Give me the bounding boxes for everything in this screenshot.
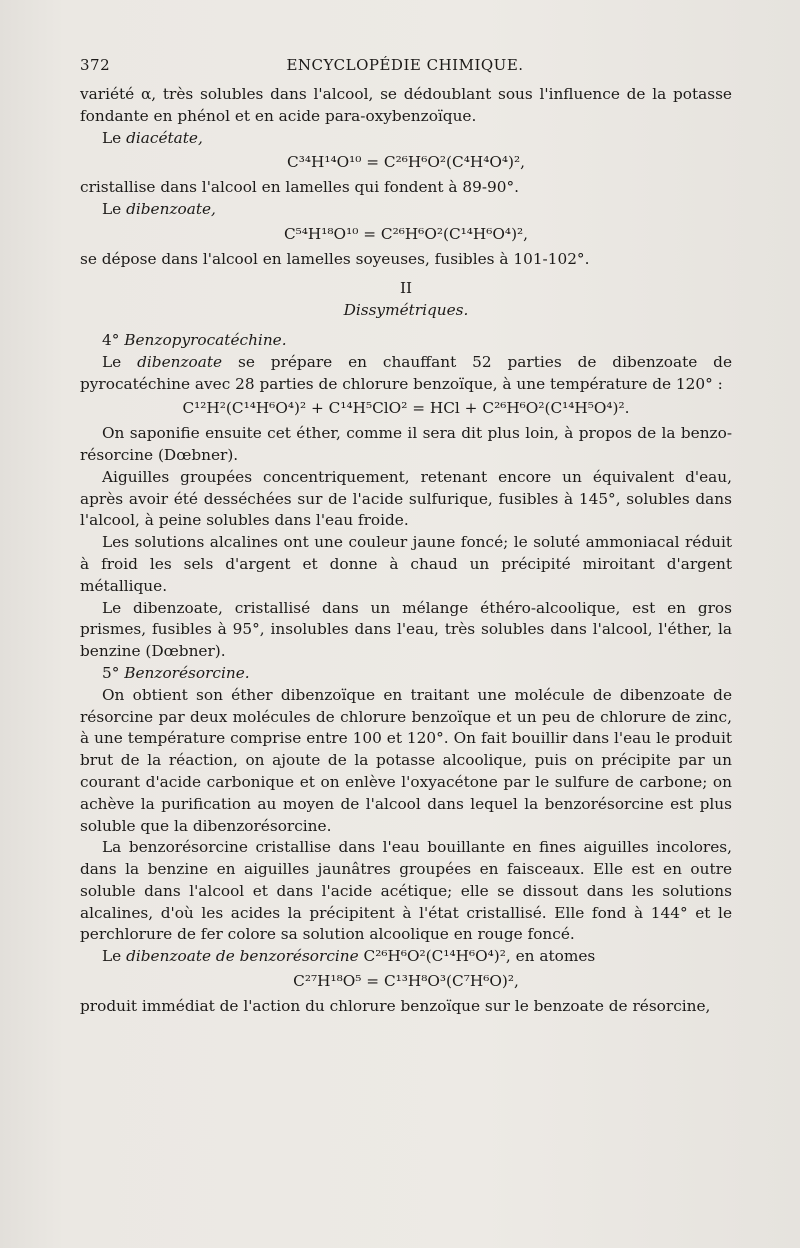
- paragraph: [80, 946, 732, 968]
- paragraph: Le dibenzoate, cristallisé dans un mélange éthéro-alcoolique, est en gros prismes, fusibles à 95°, insolubles dans l'eau, très solubles dans l'alcool, l'éther, la benzine (Dœbner).: [80, 598, 732, 661]
- section-number: II: [399, 279, 413, 298]
- paragraph: La benzorésorcine cristallise dans l'eau bouillante en fines aiguilles incolores, dans la benzine en aiguilles jaunâtres groupées en faisceaux. Elle est en outre soluble dans l'alcool et dans l'acide acétique; elle se dissout dans les solutions alcalines, d'où les acides la précipitent à l'état cristallisé. Elle fond à 144° et le perchlorure de fer colore sa solution alcoolique en rouge foncé.: [80, 838, 732, 944]
- formula: C⁵⁴H¹⁸O¹⁰ = C²⁶H⁶O²(C¹⁴H⁶O⁴)²,: [283, 224, 529, 243]
- page-body: [80, 84, 732, 1018]
- page-number: 372: [80, 56, 111, 74]
- paragraph: [80, 199, 732, 221]
- emphasis: dibenzoate,: [126, 199, 216, 218]
- paragraph: [80, 352, 732, 396]
- text: Le: [102, 199, 127, 218]
- text: Le: [102, 128, 127, 147]
- paragraph: cristallise dans l'alcool en lamelles qui fondent à 89-90°.: [80, 178, 519, 197]
- formula: C²⁷H¹⁸O⁵ = C¹³H⁸O³(C⁷H⁶O)²,: [293, 972, 519, 991]
- subheading-number: 4°: [102, 330, 125, 349]
- subheading-title: Benzopyrocatéchine.: [124, 330, 287, 349]
- subheading: [80, 330, 732, 352]
- paragraph: [80, 128, 732, 150]
- paragraph: Aiguilles groupées concentriquement, retenant encore un équivalent d'eau, après avoir été desséchées sur de l'acide sulfurique, fusibles à 145°, solubles dans l'alcool, à peine solubles dans l'eau froide.: [80, 467, 732, 530]
- formula: C¹²H²(C¹⁴H⁶O⁴)² + C¹⁴H⁵ClO² = HCl + C²⁶H⁶O²(C¹⁴H⁵O⁴)².: [182, 399, 630, 418]
- subheading-title: Benzorésorcine.: [124, 663, 250, 682]
- paragraph: se dépose dans l'alcool en lamelles soyeuses, fusibles à 101-102°.: [80, 249, 590, 268]
- emphasis: diacétate,: [126, 128, 203, 147]
- text: C²⁶H⁶O²(C¹⁴H⁶O⁴)², en atomes: [358, 947, 596, 966]
- paragraph: variété α, très solubles dans l'alcool, se dédoublant sous l'influence de la potasse fondante en phénol et en acide para-oxybenzoïque.: [80, 85, 732, 125]
- paragraph: produit immédiat de l'action du chlorure benzoïque sur le benzoate de résorcine,: [80, 996, 711, 1015]
- emphasis: dibenzoate: [137, 352, 223, 371]
- subheading: [80, 663, 732, 685]
- emphasis: dibenzoate de benzorésorcine: [126, 947, 359, 966]
- formula: C³⁴H¹⁴O¹⁰ = C²⁶H⁶O²(C⁴H⁴O⁴)²,: [287, 153, 525, 172]
- paragraph: On obtient son éther dibenzoïque en traitant une molécule de dibenzoate de résorcine par deux molécules de chlorure benzoïque et un peu de chlorure de zinc, à une température comprise entre 100 et 120°. On fait bouillir dans l'eau le produit brut de la réaction, on ajoute de la potasse alcoolique, puis on précipite par un courant d'acide carbonique et on enlève l'oxyacétone par le sulfure de carbone; on achève la purification au moyen de l'alcool dans lequel la benzorésorcine est plus soluble que la dibenzorésorcine.: [80, 685, 732, 835]
- section-title: Dissymétriques.: [343, 301, 469, 320]
- paragraph: Les solutions alcalines ont une couleur jaune foncé; le soluté ammoniacal réduit à froid les sels d'argent et donne à chaud un précipité miroitant d'argent métallique.: [80, 533, 732, 595]
- page-header: [80, 56, 730, 80]
- text: Le: [102, 352, 138, 371]
- text: Le: [102, 947, 127, 966]
- subheading-number: 5°: [102, 663, 125, 682]
- paragraph: On saponifie ensuite cet éther, comme il sera dit plus loin, à propos de la benzo-résorcine (Dœbner).: [80, 424, 732, 464]
- running-title: ENCYCLOPÉDIE CHIMIQUE.: [286, 56, 524, 74]
- text: se prépare en chauffant 52 parties de dibenzoate de pyrocatéchine avec 28 parties de chlorure benzoïque, à une température de 120° :: [80, 352, 733, 393]
